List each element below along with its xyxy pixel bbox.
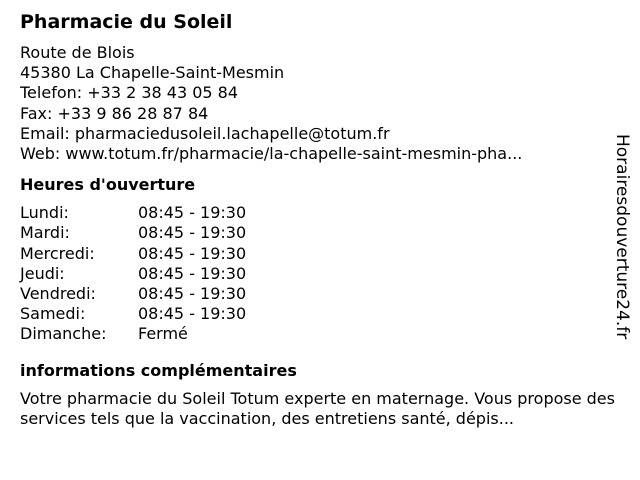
time-value: 08:45 - 19:30 bbox=[138, 304, 247, 324]
pharmacy-card bbox=[20, 9, 620, 430]
fax-number: Fax: +33 9 86 28 87 84 bbox=[20, 103, 209, 123]
phone-number: Telefon: +33 2 38 43 05 84 bbox=[20, 83, 239, 103]
day-label: Vendredi: bbox=[20, 284, 96, 304]
page-title: Pharmacie du Soleil bbox=[20, 11, 233, 33]
day-label: Dimanche: bbox=[20, 324, 107, 344]
address-street: Route de Blois bbox=[20, 43, 135, 62]
day-label: Samedi: bbox=[20, 304, 86, 324]
additional-info-heading: informations complémentaires bbox=[20, 360, 297, 380]
website-url: Web: www.totum.fr/pharmacie/la-chapelle-saint-mesmin-pha... bbox=[20, 144, 523, 164]
time-value: 08:45 - 19:30 bbox=[138, 263, 247, 283]
hours-row-monday bbox=[20, 203, 620, 223]
additional-info-text: Votre pharmacie du Soleil Totum experte en maternage. Vous propose des services tels que la vaccination, des entretiens santé, dépis... bbox=[20, 388, 615, 429]
time-value: 08:45 - 19:30 bbox=[138, 243, 247, 263]
day-label: Jeudi: bbox=[20, 263, 65, 283]
address-city: 45380 La Chapelle-Saint-Mesmin bbox=[20, 63, 285, 83]
hours-row-tuesday bbox=[20, 223, 620, 243]
hours-row-wednesday bbox=[20, 244, 620, 264]
opening-hours-list bbox=[20, 203, 620, 344]
hours-row-friday bbox=[20, 284, 620, 304]
time-value: 08:45 - 19:30 bbox=[138, 203, 247, 223]
time-value: Fermé bbox=[138, 324, 188, 344]
watermark-text: Horairesdouverture24.fr bbox=[612, 134, 632, 340]
time-value: 08:45 - 19:30 bbox=[138, 284, 247, 304]
day-label: Mardi: bbox=[20, 223, 70, 243]
email-address: Email: pharmaciedusoleil.lachapelle@totum.fr bbox=[20, 123, 390, 143]
hours-row-thursday bbox=[20, 264, 620, 284]
opening-hours-heading: Heures d'ouverture bbox=[20, 175, 196, 195]
time-value: 08:45 - 19:30 bbox=[138, 223, 247, 243]
hours-row-sunday bbox=[20, 324, 620, 344]
day-label: Lundi: bbox=[20, 203, 69, 223]
day-label: Mercredi: bbox=[20, 243, 95, 263]
hours-row-saturday bbox=[20, 304, 620, 324]
